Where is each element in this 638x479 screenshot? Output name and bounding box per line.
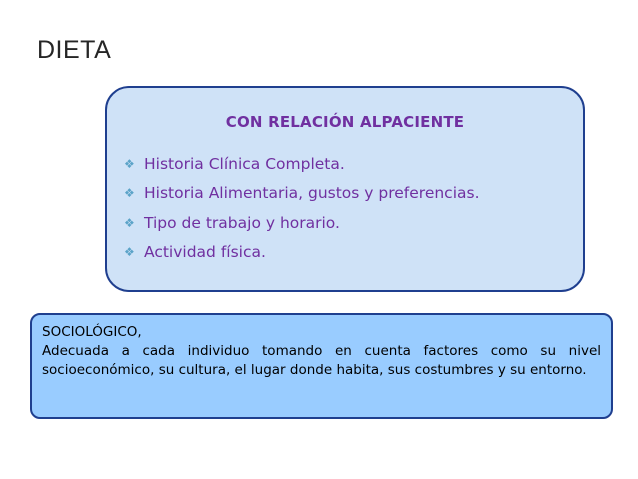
diamond-bullet-icon: ❖ — [124, 245, 135, 260]
list-item-text: Historia Clínica Completa. — [144, 154, 345, 173]
sociological-body: Adecuada a cada individuo tomando en cuenta factores como su nivel socioeconómico, su cultura, el lugar donde habita, sus costumbres y su entorno. — [42, 343, 601, 378]
slide-title: DIETA — [37, 36, 112, 64]
list-item — [124, 208, 480, 238]
list-item-text: Actividad física. — [144, 243, 266, 262]
list-item — [124, 149, 480, 179]
patient-relation-heading: CON RELACIÓN ALPACIENTE — [225, 113, 465, 131]
sociological-box — [30, 313, 613, 419]
diamond-bullet-icon: ❖ — [124, 186, 135, 201]
patient-relation-box — [105, 86, 585, 292]
diamond-bullet-icon: ❖ — [124, 156, 135, 171]
sociological-heading: SOCIOLÓGICO, — [42, 324, 142, 340]
patient-relation-list — [124, 149, 480, 267]
list-item-text: Historia Alimentaria, gustos y preferencias. — [144, 184, 480, 203]
list-item — [124, 238, 480, 268]
list-item — [124, 179, 480, 209]
diamond-bullet-icon: ❖ — [124, 215, 135, 230]
list-item-text: Tipo de trabajo y horario. — [144, 213, 340, 232]
